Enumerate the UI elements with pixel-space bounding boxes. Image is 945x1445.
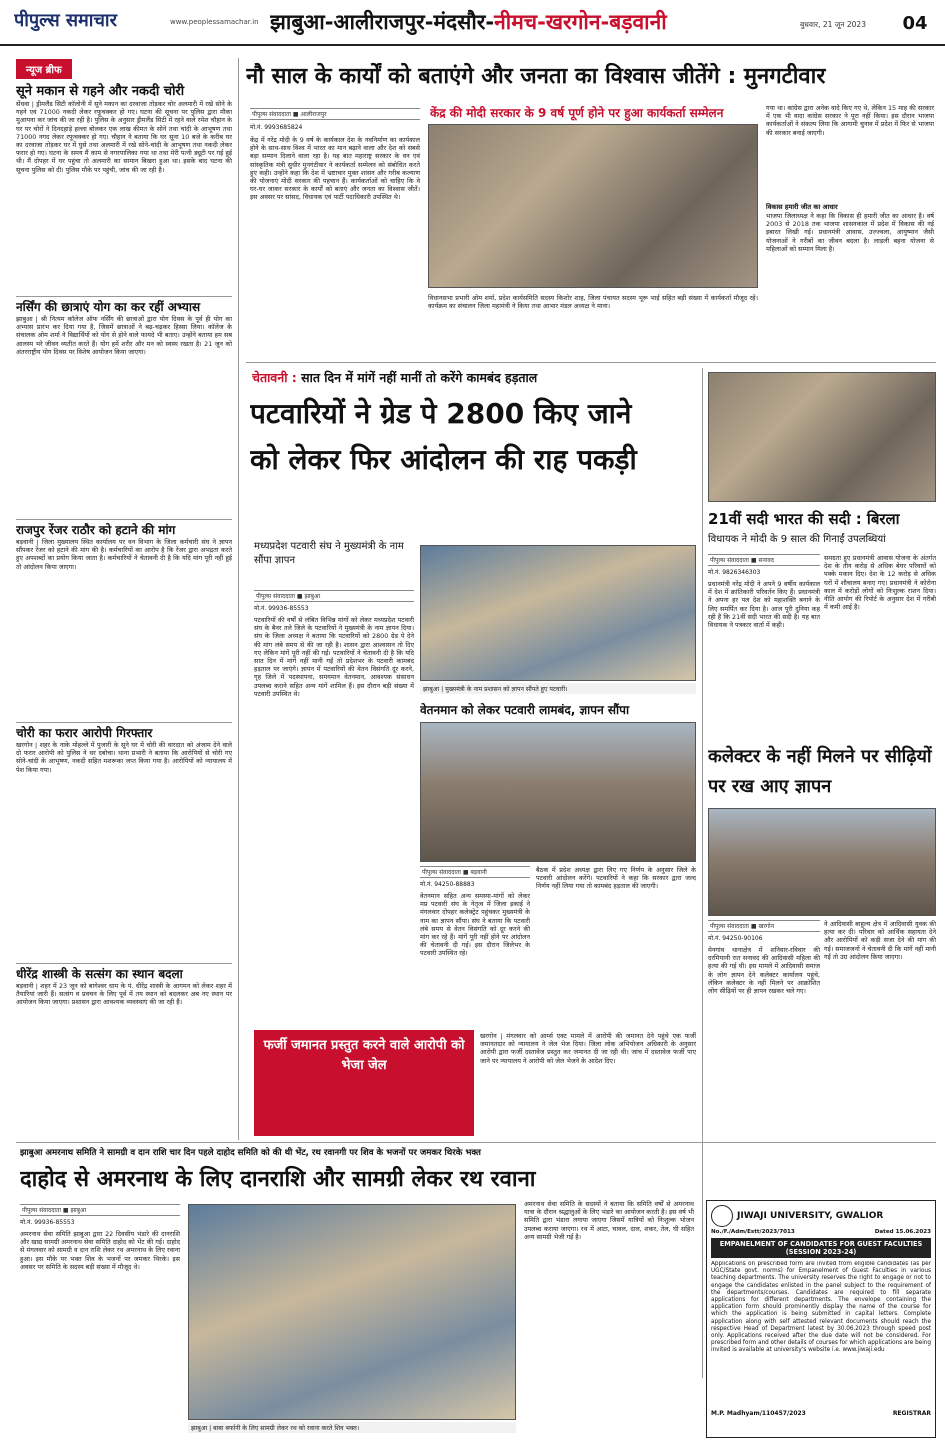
advert-footer-left: M.P. Madhyam/110457/2023 [711, 1410, 806, 1417]
news-brief-label: न्यूज ब्रीफ [16, 59, 72, 79]
collector-photo [708, 808, 936, 916]
patwari-photo [420, 545, 696, 681]
brief-item [16, 722, 232, 959]
patwari-byline: पीपुल्स संवाददाता ■ झाबुआ [254, 590, 414, 602]
vetanman-byline: पीपुल्स संवाददाता ■ बड़वानी [420, 866, 530, 878]
edition-date: बुधवार, 21 जून 2023 [800, 20, 866, 29]
patwari-headline-line-1: पटवारियों ने ग्रेड पे 2800 किए जाने [250, 397, 632, 430]
university-name: JIWAJI UNIVERSITY, GWALIOR [737, 1211, 884, 1221]
brief-text: झाबुआ | श्री नित्यम कॉलेज ऑफ नर्सिंग की छात्राओं द्वारा योग दिवस के पूर्व ही योग का अभ्यास प्रारंभ कर दिया गया है, जिसमें छात्राओं ने बढ़-चढ़कर हिस्सा लिया। कॉलेज के संचालक ओम शर्मा ने विद्यार्थियों को योग से होने वाले फायदे भी बताए। उन्होंने बताया हम सब आलस्य भरे जीवन व्यतीत करते हैं। योग हमें शरीर और मन को स्वस्थ रखता है। 21 जून को अंतरराष्ट्रीय योग दिवस पर विशेष आयोजन किया जाएगा। [16, 315, 232, 356]
news-brief-column [16, 58, 232, 1140]
brief-text: बड़वानी | शहर में 23 जून को बागेश्वर धाम के पं. धीरेंद्र शास्त्री के आगमन को लेकर शहर में तैयारियां जारी हैं। सत्संग व प्रवचन के लिए पूर्व में तय स्थान को बदलकर अब नए स्थान पर आयोजन किया जाएगा। प्रशासन द्वारा आवश्यक व्यवस्थाएं की जा रही हैं। [16, 982, 232, 1007]
advert-ref: No./F./Adm/Estt/2023/7013 [711, 1229, 795, 1235]
vetanman-phone: मो.नं. 94250-88883 [420, 881, 475, 888]
fake-bail-box [254, 1030, 474, 1136]
patwari-photo-caption: झाबुआ | मुख्यमंत्री के नाम प्रशासन को ज्ञापन सौंपते हुए पटवारी। [420, 683, 696, 694]
vetanman-headline: वेतनमान को लेकर पटवारी लामबंद, ज्ञापन सौंपा [420, 703, 630, 717]
brand-logo: पीपुल्स समाचार [14, 10, 117, 31]
lead-text-2: विधानसभा प्रभारी ओम शर्मा, प्रदेश कार्यसमिति सदस्य किशोर शाह, जिला पंचायत सदस्य भूरू भाई सहित बड़ी संख्या में कार्यकर्ता मौजूद रहे। कार्यक्रम का संचालन जिला महामंत्री ने किया तथा आभार मंडल अध्यक्ष ने माना। [428, 294, 758, 311]
page-number: 04 [902, 13, 928, 34]
lead-headline: नौ साल के कार्यों को बताएंगे और जनता का विश्वास जीतेंगे : मुनगटीवार [246, 64, 826, 89]
brief-text: सेंधवा | ड्रीमलैंड सिटी कॉलोनी में सूने मकान का दरवाजा तोड़कर चोर अलमारी में रखे सोने के गहने एवं 71000 नकदी लेकर रफूचक्कर हो गए। घटना की सूचना पर पुलिस द्वारा मौका मुआयना कर जांच की जा रही है। पुलिस के अनुसार ड्रीमलैंड सिटी में रहने वाले रमेश चौहान के घर पर चोरों ने दिनदहाड़े हल्ला बोलकर एक लाख कीमत के सोने तथा चांदी के आभूषण तथा 71000 नगद लेकर रफूचक्कर हो गए। चौहान ने बताया कि घर सूना 10 बजे के करीब घर का दरवाजा तोड़कर घर में घुसे तथा अलमारी में रखे सोने-चांदी के आभूषण तथा नकदी लेकर फरार हो गए। घटना के समय मैं काम से नगरपालिका गया था तथा मेरी पत्नी ड्यूटी पर गई हुई थी। मैं दोपहर में घर पहुंचा तो अलमारी का सामान बिखरा हुआ था। इसके बाद घटना की सूचना पुलिस को दी। पुलिस मौके पर पहुंची, जांच की जा रही है। [16, 100, 232, 174]
masthead [0, 0, 945, 46]
collector-phone: मो.नं. 94250-90106 [708, 935, 763, 942]
brief-headline: सूने मकान से गहने और नकदी चोरी [16, 84, 185, 99]
lead-text: केंद्र में नरेंद्र मोदी के 9 वर्ष के कार्यकाल देश के नवनिर्माण का कार्यकाल होने के साथ-साथ विश्व में भारत का मान बढ़ाने वाला और देश को सबसे बड़ा सम्मान दिलाने वाला रहा है। यह बात महाराष्ट्र सरकार के वन एवं सांस्कृतिक मंत्री सुधीर मुनगंटीवार ने कार्यकर्ता सम्मेलन को संबोधित करते हुए कही। उन्होंने कहा कि देश में भ्रष्टाचार मुक्त शासन और गरीब कल्याण की योजनाएं मोदी सरकार की पहचान हैं। कार्यकर्ताओं को चाहिए कि वे घर-घर जाकर सरकार के कार्यों को बताएं और जनता का विश्वास जीतें। इस अवसर पर सांसद, विधायक एवं पार्टी पदाधिकारी उपस्थित थे। [250, 136, 420, 202]
brief-headline: चोरी का फरार आरोपी गिरफ्तार [16, 726, 153, 740]
brief-item [16, 84, 232, 292]
amarnath-text-2: अमरनाथ सेवा समिति के सदस्यों ने बताया कि समिति वर्षों से अमरनाथ यात्रा के दौरान श्रद्धालुओं के लिए भंडारे का आयोजन करती है। इस वर्ष भी समिति द्वारा भंडारा लगाया जाएगा जिसमें यात्रियों को निःशुल्क भोजन उपलब्ध कराया जाएगा। रथ में आटा, चावल, दाल, शकर, तेल, घी सहित अन्य सामग्री भेजी गई है। [524, 1200, 694, 1241]
patwari-headline-line-2: को लेकर फिर आंदोलन की राह पकड़ी [250, 443, 637, 476]
vetanman-text: वेतनमान सहित अन्य समस्या-मांगों को लेकर मप्र पटवारी संघ के नेतृत्व में जिला इकाई ने मंगलवार दोपहर कलेक्ट्रेट पहुंचकर मुख्यमंत्री के नाम का ज्ञापन सौंपा। संघ ने बताया कि पटवारी लंबे समय से वेतन विसंगति को दूर करने की मांग कर रहे हैं। मांगें पूरी नहीं होने पर आंदोलन की चेतावनी दी गई। इस दौरान जिलेभर के पटवारी उपस्थित रहे। [420, 892, 530, 958]
brief-headline: नर्सिंग की छात्राएं योग का कर रहीं अभ्यास [16, 300, 201, 314]
brief-headline: राजपुर रेंजर राठौर को हटाने की मांग [16, 523, 176, 537]
patwari-phone: मो.नं. 99936-85553 [254, 605, 309, 612]
vetanman-text-2: बैठक में प्रदेश अध्यक्ष द्वारा लिए गए निर्णय के अनुसार जिले के पटवारी आंदोलन करेंगे। पटवारियों ने कहा कि सरकार द्वारा जल्द निर्णय नहीं लिया गया तो कामबंद हड़ताल की जाएगी। [536, 866, 696, 891]
brief-text: बड़वानी | जिला मुख्यालय स्थित कार्यालय पर वन विभाग के जिला कर्मचारी संघ ने ज्ञापन सौंपकर रेंजर को हटाने की मांग की है। कर्मचारियों का आरोप है कि रेंजर द्वारा अभद्रता करते हुए अपशब्दों का प्रयोग किया जाता है। कर्मचारियों ने चेतावनी दी है कि यदि मांग पूरी नहीं हुई तो आंदोलन किया जाएगा। [16, 538, 232, 571]
birla-text: प्रधानमंत्री नरेंद्र मोदी ने अपने 9 वर्षीय कार्यकाल में देश में क्रांतिकारी परिवर्तन किए हैं। प्रधानमंत्री ने अपना हर पल देश को महाशक्ति बनाने के लिए समर्पित कर दिया है। आज पूरी दुनिया कह रही है कि 21वीं सदी भारत की सदी है। यह बात विधायक ने पत्रकार वार्ता में कही। [708, 580, 820, 630]
regions-red: नीमच-खरगोन-बड़वानी [494, 10, 667, 34]
birla-photo [708, 372, 936, 502]
birla-headline: 21वीं सदी भारत की सदी : बिरला [708, 510, 900, 528]
patwari-kicker-text: सात दिन में मांगें नहीं मानीं तो करेंगे कामबंद हड़ताल [301, 370, 538, 385]
patwari-kicker-label: चेतावनी : [252, 370, 297, 385]
fake-bail-text: खरगोन | मंगलवार को आर्म्स एक्ट मामले में आरोपी की जमानत देने पहुंचे एक फर्जी जमानतदार को न्यायालय ने जेल भेज दिया। जिला लोक अभियोजन अधिकारी के अनुसार आरोपी द्वारा फर्जी दस्तावेज प्रस्तुत कर जमानत दी जा रही थी। जांच में दस्तावेज फर्जी पाए जाने पर न्यायालय ने आरोपी को जेल भेजने के आदेश दिए। [480, 1032, 696, 1065]
amarnath-photo [188, 1204, 516, 1420]
section-divider [246, 362, 936, 363]
birla-subhead: विधायक ने मोदी के 9 साल की गिनाईं उपलब्धियां [708, 534, 886, 545]
collector-headline: कलेक्टर के नहीं मिलने पर सीढ़ियों पर रख आए ज्ञापन [708, 746, 932, 797]
amarnath-kicker: झाबुआ अमरनाथ समिति ने सामग्री व दान राशि चार दिन पहले दाहोद समिति को की थी भेंट, रथ रवानगी पर शिव के भजनों पर जमकर थिरके भक्त [20, 1148, 481, 1158]
patwari-kicker [252, 368, 692, 388]
patwari-subhead: मध्यप्रदेश पटवारी संघ ने मुख्यमंत्री के नाम सौंपा ज्ञापन [254, 541, 404, 566]
university-seal-icon [711, 1205, 733, 1227]
lead-text-4: भाजपा जिलाध्यक्ष ने कहा कि विकास ही हमारी जीत का आधार है। वर्ष 2003 से 2018 तक भाजपा शासनकाल में प्रदेश में विकास की नई इबारत लिखी गई। प्रधानमंत्री आवास, उज्ज्वला, आयुष्मान जैसी योजनाओं ने गरीबों का जीवन बदला है। लाड़ली बहना योजना से महिलाओं को सम्मान मिला है। [766, 212, 934, 253]
amarnath-byline: पीपुल्स संवाददाता ■ झाबुआ [20, 1204, 180, 1216]
brief-item [16, 296, 232, 515]
vetanman-photo [420, 722, 696, 862]
brief-item [16, 519, 232, 718]
fake-bail-headline: फर्जी जमानत प्रस्तुत करने वाले आरोपी को भेजा जेल [263, 1038, 465, 1073]
collector-text-2: ने आदिवासी बाहुल्य क्षेत्र में आदिवासी युवक की हत्या कर दी। परिवार को आर्थिक सहायता देने और आरोपियों को कड़ी सजा देने की मांग की गई। समाजजनों ने चेतावनी दी कि मांगें नहीं मानी गईं तो उग्र आंदोलन किया जाएगा। [824, 920, 936, 961]
column-divider [238, 58, 239, 1140]
collector-text: मेनगांव थानाक्षेत्र में शनिवार-रविवार की दरमियानी रात सनावद की आदिवासी महिला की हत्या की गई थी। इस मामले में आदिवासी समाज के लोग ज्ञापन देने कलेक्टर कार्यालय पहुंचे, लेकिन कलेक्टर के नहीं मिलने पर आक्रोशित लोग सीढ़ियों पर ही ज्ञापन रखकर चले गए। [708, 946, 820, 996]
brief-text: खरगोन | शहर के नाके मोहल्ले में पुजारी के सूने घर में चोरी की वारदात को अंजाम देने वाले दो फरार आरोपी को पुलिस ने धर दबोचा। थाना प्रभारी ने बताया कि आरोपियों से चोरी गए सोने-चांदी के आभूषण, नकदी सहित मशरूका जप्त किया गया है। आरोपियों को न्यायालय में पेश किया गया। [16, 741, 232, 774]
brief-headline: धीरेंद्र शास्त्री के सत्संग का स्थान बदला [16, 967, 183, 981]
advert-footer-right: REGISTRAR [892, 1410, 931, 1417]
amarnath-text: अमरनाथ सेवा समिति झाबुआ द्वारा 22 दिवसीय भंडारे की दानराशि और खाद्य सामग्री अमरनाथ सेवा समिति दाहोद को भेंट की गई। दाहोद से मंगलवार को सामग्री व दान राशि लेकर रथ अमरनाथ के लिए रवाना हुआ। इस मौके पर भक्त शिव के भजनों पर जमकर थिरके। इस अवसर पर समिति के सदस्य बड़ी संख्या में मौजूद थे। [20, 1230, 180, 1271]
lead-text-4-title: विकास हमारी जीत का आधार [766, 203, 838, 211]
lead-photo [428, 124, 758, 288]
collector-byline: पीपुल्स संवाददाता ■ खरगोन [708, 920, 820, 932]
column-divider [702, 368, 703, 1378]
lead-phone: मो.नं. 9993685824 [250, 124, 303, 131]
lead-subhead: केंद्र की मोदी सरकार के 9 वर्ष पूर्ण होने पर हुआ कार्यकर्ता सम्मेलन [430, 106, 724, 120]
website-url: www.peoplessamachar.in [170, 18, 259, 26]
birla-byline: पीपुल्स संवाददाता ■ सनावद [708, 554, 820, 566]
university-advert [706, 1200, 936, 1438]
advert-date: Dated 15.06.2023 [874, 1229, 931, 1235]
birla-text-2: समग्रता हुए प्रधानमंत्री आवास योजना के अंतर्गत देश के तीन करोड़ से अधिक बेघर परिवारों को पक्के मकान दिए। देश के 12 करोड़ से अधिक घरों में शौचालय बनाए गए। प्रधानमंत्री ने कोरोना काल में करोड़ों लोगों को निःशुल्क राशन दिया। नीति आयोग की रिपोर्ट के अनुसार देश में गरीबी में कमी आई है। [824, 554, 936, 612]
advert-title: EMPANELMENT OF CANDIDATES FOR GUEST FACULTIES (SESSION 2023-24) [711, 1238, 931, 1258]
brief-item [16, 963, 232, 1140]
lead-byline: पीपुल्स संवाददाता ■ आलीराजपुर [250, 108, 420, 120]
amarnath-headline: दाहोद से अमरनाथ के लिए दानराशि और सामग्री लेकर रथ रवाना [20, 1167, 536, 1192]
patwari-text: पटवारियों की वर्षों से लंबित विभिन्न मांगों को लेकर मध्यप्रदेश पटवारी संघ के बैनर तले जिले के पटवारियों ने मुख्यमंत्री के नाम ज्ञापन दिया। संघ के जिला अध्यक्ष ने बताया कि पटवारियों को 2800 ग्रेड पे देने की मांग लंबे समय से की जा रही है। शासन द्वारा आश्वासन तो दिए गए लेकिन मांगें पूरी नहीं की गईं। पटवारियों ने चेतावनी दी है कि यदि सात दिन में मांगें नहीं मानी गईं तो प्रदेशभर के पटवारी कामबंद हड़ताल पर जाएंगे। ज्ञापन में पटवारियों की वेतन विसंगति दूर करने, गृह जिले में पदस्थापना, समयमान वेतनमान, आवश्यक संसाधन उपलब्ध कराने सहित अन्य मांगें शामिल हैं। इस दौरान बड़ी संख्या में पटवारी उपस्थित थे। [254, 616, 414, 698]
amarnath-phone: मो.नं. 99936-85553 [20, 1219, 75, 1226]
regions-black: झाबुआ-आलीराजपुर-मंदसौर- [270, 10, 495, 34]
birla-phone: मो.नं. 9826346303 [708, 569, 761, 576]
section-divider [16, 1142, 936, 1143]
amarnath-photo-caption: झाबुआ | बाबा बर्फानी के लिए सामग्री लेकर रथ को रवाना करते शिव भक्त। [188, 1422, 516, 1433]
lead-text-3: गया था। कांग्रेस द्वारा अनेक वादे किए गए थे, लेकिन 15 माह की सरकार में एक भी वादा कांग्रेस सरकार ने पूरा नहीं किया। इस दौरान भाजपा कार्यकर्ताओं ने संकल्प लिया कि आगामी चुनाव में प्रदेश में फिर से भाजपा की सरकार बनाई जाएगी। [766, 104, 934, 137]
advert-text: Applications on prescribed form are invited from eligible candidates (as per UGC/State govt. norms) for Empanelment of Guest Faculties in various teaching departments. The university reserves the right to engage or not to engage the candidates enlisted in the panel subject to the requirement of the departments/courses. Candidates are required to fill separate applications for different departments. The envelope containing the application form should prominently display the name of the course for which the application is being submitted in capital letters. Complete application along with self attested relevant documents should reach the respective Head of Department latest by 30.06.2023 through speed post only. Applications received after the due date will not be considered. For prescribed form and other details of courses for which applications are being invited is available at university's website i.e. www.jiwaji.edu [711, 1261, 931, 1354]
regions-title [270, 6, 790, 38]
